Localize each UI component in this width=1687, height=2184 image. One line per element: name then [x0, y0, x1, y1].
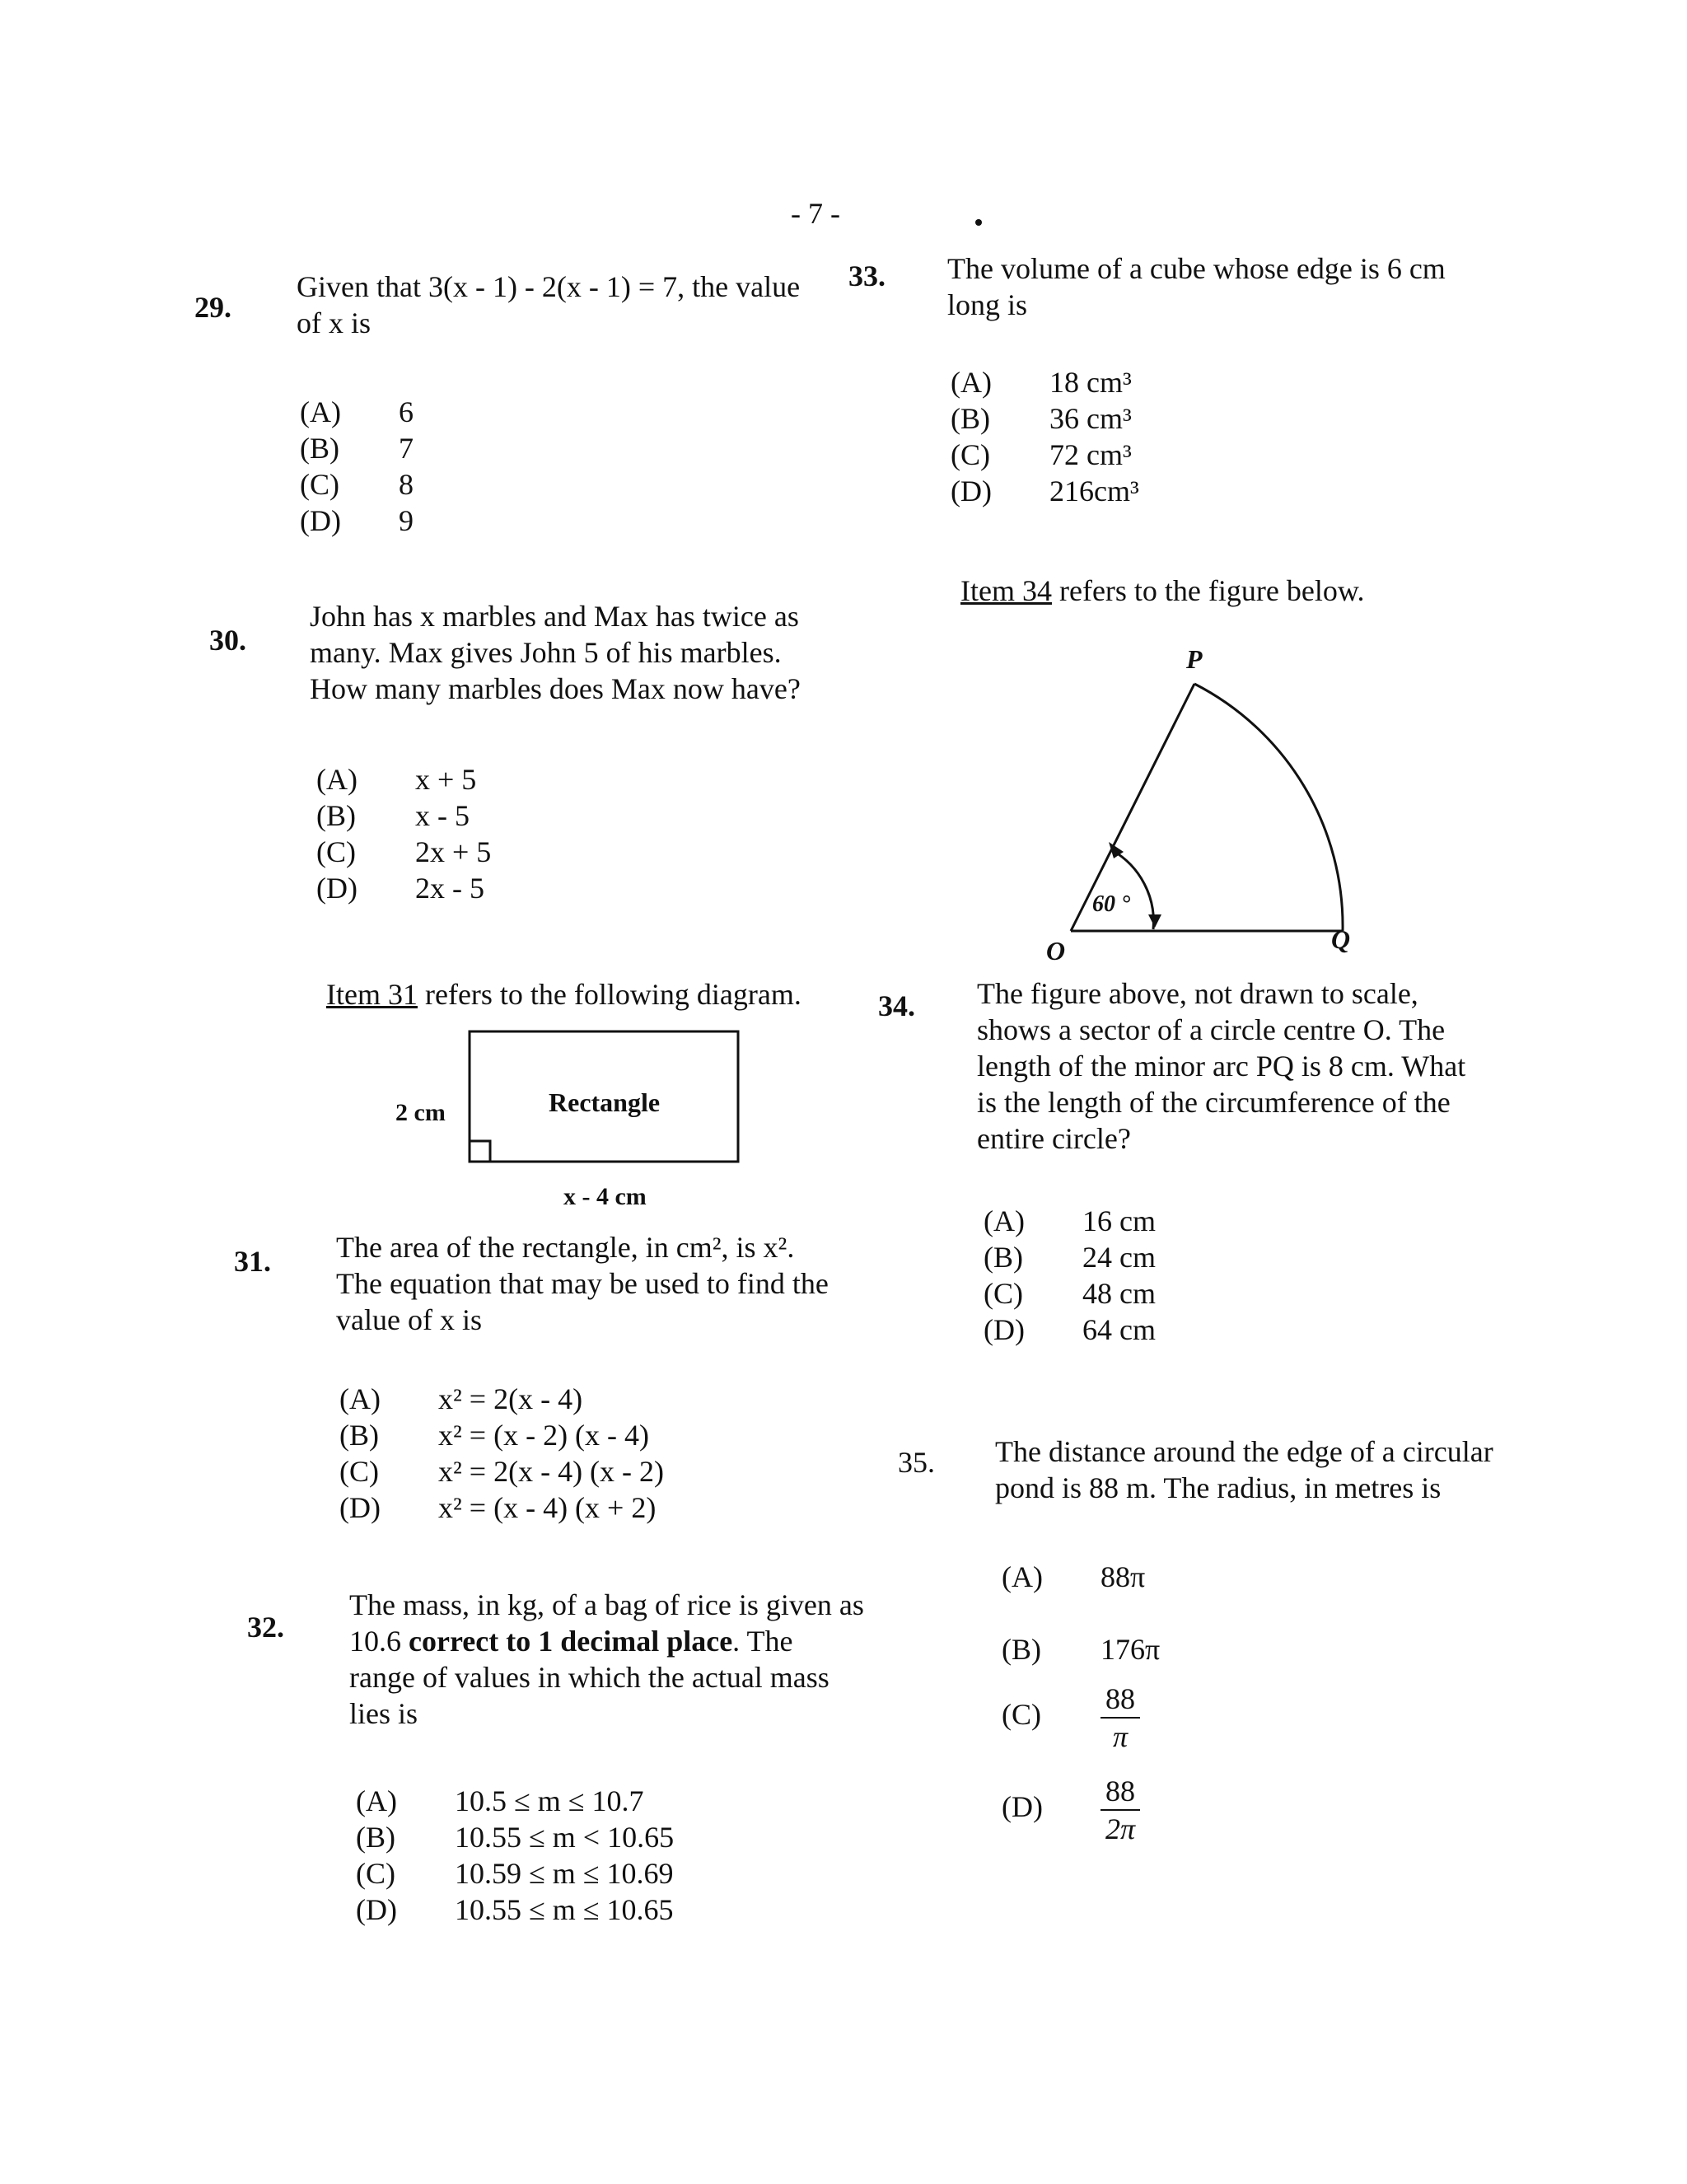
q32-option-a[interactable]: (A) 10.5 ≤ m ≤ 10.7 [356, 1784, 644, 1817]
page-number: - 7 - [791, 197, 840, 230]
q30-option-b[interactable]: (B) x - 5 [316, 799, 470, 832]
q31-stem [336, 1229, 913, 1338]
radius-op [1071, 684, 1194, 931]
q32-stem-emphasis: correct to 1 decimal place [409, 1625, 733, 1658]
q35-option-b[interactable]: (B) 176π [1002, 1633, 1161, 1666]
q34-stem-line: shows a sector of a circle centre O. The [977, 1013, 1446, 1046]
q31-number: 31. [234, 1245, 271, 1278]
right-angle-mark [470, 1141, 490, 1162]
q29-stem-line: Given that 3(x - 1) - 2(x - 1) = 7, the value [297, 270, 801, 303]
q34-reference-item: Item 34 [960, 574, 1052, 607]
q33-stem-line: long is [947, 288, 1028, 321]
q30-option-a[interactable]: (A) x + 5 [316, 763, 477, 796]
q33-stem [947, 250, 1524, 323]
q31-reference [326, 977, 801, 1012]
q34-option-d[interactable]: (D) 64 cm [984, 1313, 1156, 1346]
q29-option-a[interactable]: (A) 6 [300, 395, 414, 428]
q32-stem-line: The mass, in kg, of a bag of rice is given as [349, 1588, 864, 1621]
q31-reference-text: refers to the following diagram. [417, 978, 801, 1011]
q31-center-label: Rectangle [549, 1087, 661, 1117]
q35-option-a[interactable]: (A) 88π [1002, 1560, 1146, 1593]
q32-stem-line: range of values in which the actual mass [349, 1661, 829, 1694]
fraction: $\frac{88}{\pi}$ [1101, 1681, 1140, 1755]
q31-option-b[interactable]: (B) x² = (x - 2) (x - 4) [339, 1419, 650, 1452]
q31-stem-line: The area of the rectangle, in cm², is x². [336, 1231, 795, 1264]
q29-stem-line: of x is [297, 306, 371, 339]
q35-option-d[interactable]: (D) $\frac{88}{2\pi}$ [1002, 1773, 1140, 1847]
q34-stem-line: entire circle? [977, 1122, 1131, 1155]
q34-reference [960, 573, 1365, 608]
q34-point-o: O [1046, 936, 1066, 966]
q34-option-a[interactable]: (A) 16 cm [984, 1204, 1156, 1237]
q34-point-q: Q [1331, 924, 1351, 954]
q32-option-d[interactable]: (D) 10.55 ≤ m ≤ 10.65 [356, 1893, 674, 1926]
q35-stem-line: The distance around the edge of a circular [995, 1435, 1493, 1468]
q29-stem [297, 269, 873, 341]
q33-option-d[interactable]: (D) 216cm³ [951, 475, 1139, 507]
q29-number: 29. [194, 291, 231, 324]
q30-stem-line: many. Max gives John 5 of his marbles. [310, 636, 782, 669]
q31-stem-line: The equation that may be used to find the [336, 1267, 829, 1300]
q34-stem-line: length of the minor arc PQ is 8 cm. What [977, 1050, 1466, 1083]
q32-number: 32. [247, 1611, 284, 1644]
q34-option-b[interactable]: (B) 24 cm [984, 1241, 1156, 1274]
q31-bottom-label: x - 4 cm [563, 1183, 647, 1210]
arc-pq [1194, 684, 1343, 931]
q33-option-a[interactable]: (A) 18 cm³ [951, 366, 1132, 399]
q31-side-label: 2 cm [395, 1099, 446, 1126]
q31-option-c[interactable]: (C) x² = 2(x - 4) (x - 2) [339, 1455, 665, 1488]
q30-stem-line: How many marbles does Max now have? [310, 672, 801, 705]
q32-stem [349, 1587, 926, 1732]
q29-option-d[interactable]: (D) 9 [300, 504, 414, 537]
q34-reference-text: refers to the figure below. [1051, 574, 1365, 607]
q34-point-p: P [1186, 644, 1203, 674]
q35-stem-line: pond is 88 m. The radius, in metres is [995, 1471, 1442, 1504]
q33-number: 33. [848, 260, 886, 292]
q31-option-a[interactable]: (A) x² = 2(x - 4) [339, 1382, 583, 1415]
q35-option-c[interactable]: (C) $\frac{88}{\pi}$ [1002, 1681, 1140, 1755]
q30-number: 30. [209, 624, 246, 657]
q30-option-d[interactable]: (D) 2x - 5 [316, 872, 484, 905]
q34-sector-diagram [1038, 651, 1392, 956]
q35-number: 35. [898, 1446, 935, 1479]
q34-stem-line: The figure above, not drawn to scale, [977, 977, 1418, 1010]
q33-option-c[interactable]: (C) 72 cm³ [951, 438, 1132, 471]
angle-arrow-bottom [1148, 914, 1161, 928]
q29-option-c[interactable]: (C) 8 [300, 468, 414, 501]
q32-option-b[interactable]: (B) 10.55 ≤ m < 10.65 [356, 1821, 675, 1854]
q34-option-c[interactable]: (C) 48 cm [984, 1277, 1156, 1310]
q34-stem-line: is the length of the circumference of the [977, 1086, 1451, 1119]
q33-option-b[interactable]: (B) 36 cm³ [951, 402, 1132, 435]
q30-stem [310, 598, 886, 707]
q31-stem-line: value of x is [336, 1303, 482, 1336]
q30-option-c[interactable]: (C) 2x + 5 [316, 835, 492, 868]
fraction: $\frac{88}{2\pi}$ [1101, 1773, 1140, 1847]
q35-stem [995, 1433, 1572, 1506]
q32-stem-line: 10.6 correct to 1 decimal place. The [349, 1625, 793, 1658]
stray-mark [975, 219, 982, 226]
q34-number: 34. [878, 989, 915, 1022]
q31-option-d[interactable]: (D) x² = (x - 4) (x + 2) [339, 1491, 657, 1524]
q30-stem-line: John has x marbles and Max has twice as [310, 600, 799, 633]
q29-option-b[interactable]: (B) 7 [300, 432, 414, 465]
q34-angle-label: 60 ° [1092, 891, 1131, 917]
q34-stem [977, 975, 1554, 1157]
q31-reference-item: Item 31 [326, 978, 418, 1011]
q32-stem-line: lies is [349, 1697, 418, 1730]
q33-stem-line: The volume of a cube whose edge is 6 cm [947, 252, 1446, 285]
q32-option-c[interactable]: (C) 10.59 ≤ m ≤ 10.69 [356, 1857, 674, 1890]
